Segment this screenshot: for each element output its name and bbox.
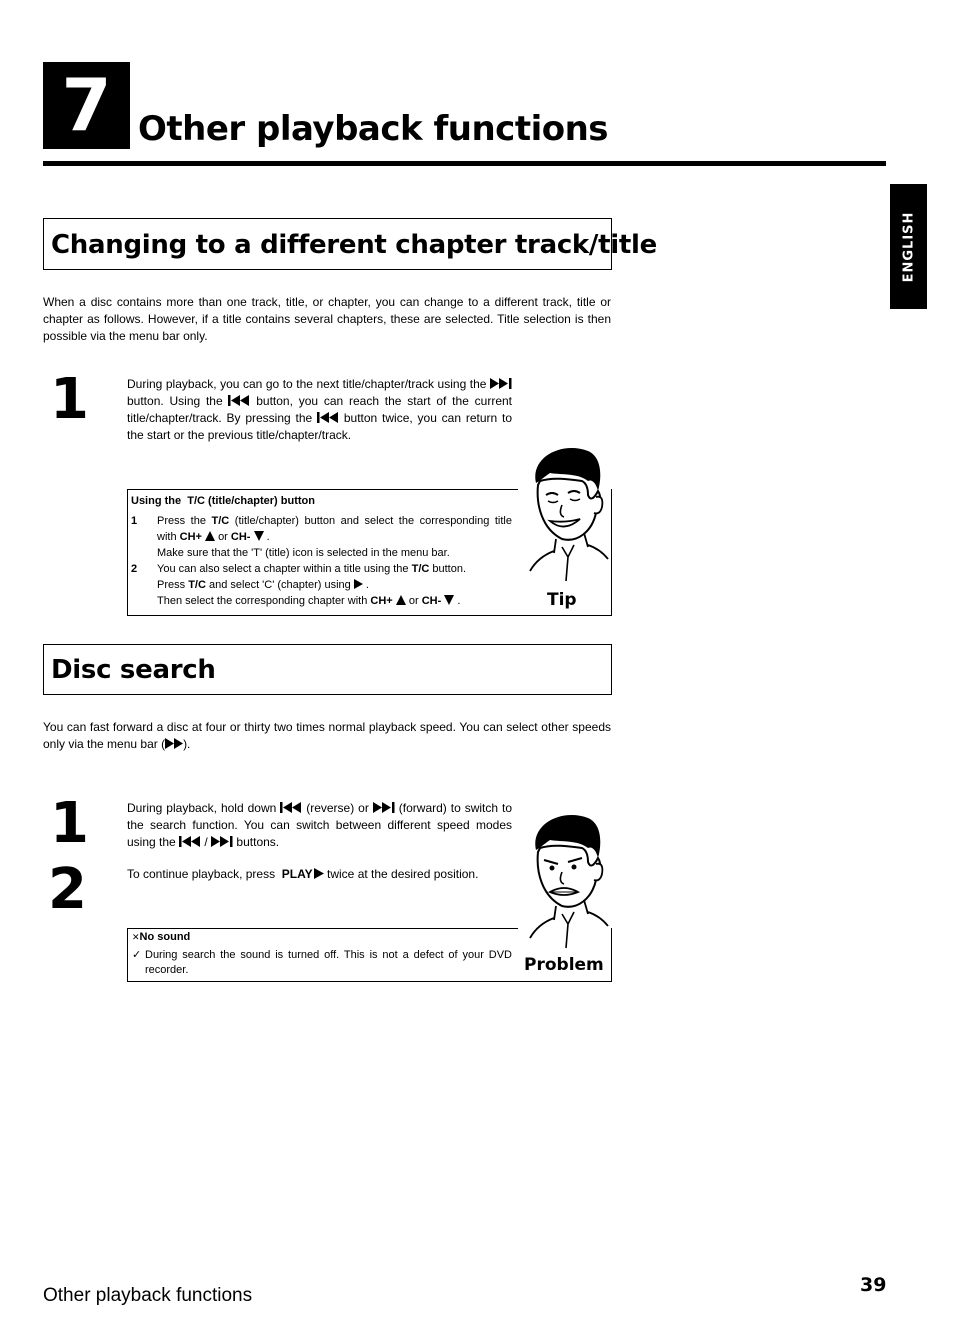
chapter-title: Other playback functions [138,109,609,149]
section-intro: When a disc contains more than one track, title, or chapter, you can change to a different track, title or chapter as follows. However, if a title contains several chapters, these are selected. Title selection is then possible via the menu bar only. [43,295,611,343]
chapter-number: 7 [43,62,130,149]
tip-label: Tip [547,590,577,610]
previous-icon [179,836,201,847]
up-arrow-icon [396,595,406,605]
problem-content [132,930,512,978]
section-title: Disc search [51,655,216,685]
down-arrow-icon [444,595,454,605]
problem-label: Problem [524,955,604,975]
tip-heading: Using the T/C (title/chapter) button [131,495,315,507]
check-icon: ✓ [132,949,142,961]
next-icon [373,802,395,813]
tip-item: 1 Press the T/C (title/chapter) button and select the corresponding title with CH+ or CH- . Make sure that the 'T' (title) icon is selected in the menu bar. [131,515,512,559]
problem-heading: ✕No sound [132,931,191,943]
footer-title: Other playback functions [43,1285,253,1306]
tip-content [131,493,512,609]
problem-right-rule [611,928,612,982]
next-icon [211,836,233,847]
tip-right-rule [611,489,612,616]
previous-icon [317,412,339,423]
problem-top-rule [127,928,518,929]
section-heading-box [43,644,612,695]
fast-forward-icon [165,738,183,749]
step-text: During playback, hold down (reverse) or (forward) to switch to the search function. You can switch between different speed modes using the / buttons. [127,801,513,849]
down-arrow-icon [254,531,264,541]
right-arrow-icon [354,579,363,589]
step-text: To continue playback, press PLAY twice at the desired position. [127,867,479,881]
page-number: 39 [860,1274,887,1296]
step-number: 2 [48,857,87,922]
step-text: During playback, you can go to the next title/chapter/track using the button. Using the button, you can reach the start of the current title/chapter/track. By pressing the button twice, you can return to the start or the previous title/chapter/track. [127,377,513,442]
tip-character-illustration [522,443,610,583]
step-number: 1 [50,367,89,432]
language-tab [890,184,927,309]
tip-item: 2 You can also select a chapter within a title using the T/C button. Press T/C and select 'C' (chapter) using . Then select the corresponding chapter with CH+ or CH- . [131,563,467,607]
next-icon [490,378,512,389]
header-rule [43,161,886,166]
up-arrow-icon [205,531,215,541]
section-heading-box [43,218,657,270]
section-title: Changing to a different chapter track/title [51,230,657,260]
tip-top-rule [127,489,518,490]
cross-icon: ✕ [132,932,140,942]
problem-item: ✓ During search the sound is turned off. This is not a defect of your DVD recorder. [132,949,512,976]
previous-icon [280,802,302,813]
step-number: 1 [50,791,89,856]
section-intro: You can fast forward a disc at four or thirty two times normal playback speed. You can select other speeds only via the menu bar ( ). [43,720,611,751]
play-icon [313,868,324,879]
language-label: ENGLISH [901,211,916,282]
problem-character-illustration [522,810,610,950]
previous-icon [228,395,250,406]
